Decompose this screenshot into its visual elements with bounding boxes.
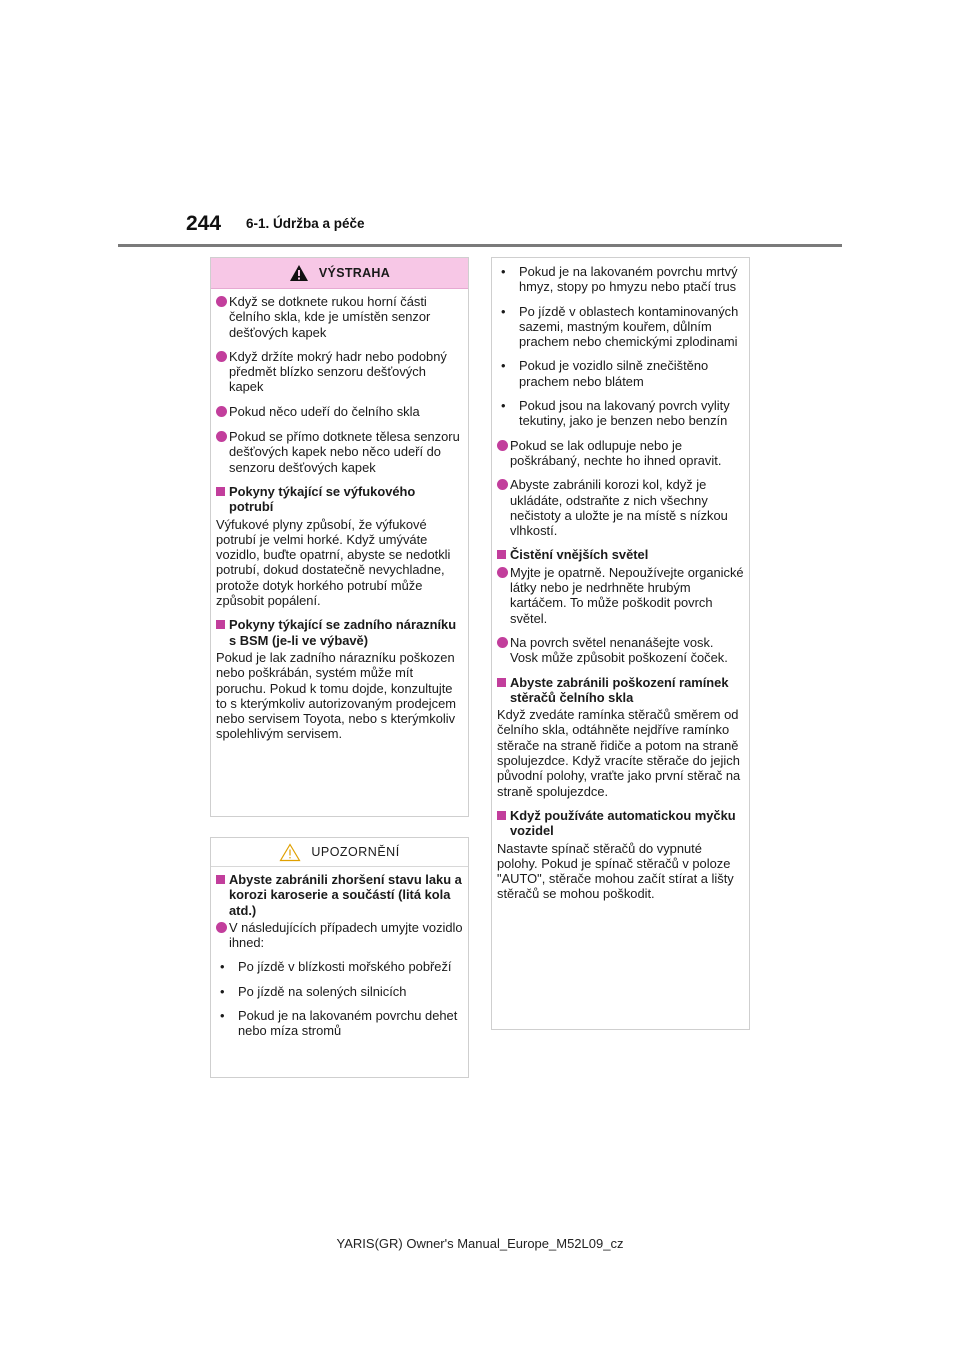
paragraph: Pokud je lak zadního nárazníku poškozen nebo poškrábán, systém může mít poruchu. Pokud k tomu dojde, konzultujte to s kterýmkoliv autorizovaným prodejcem nebo servisem Toyota, nebo s kterýmkoliv spolehlivým servisem. xyxy=(216,649,456,742)
bullet-icon: • xyxy=(501,398,506,414)
subheading-text: Pokyny týkající se zadního nárazníku s BSM (je-li ve výbavě) xyxy=(229,617,457,648)
paragraph: Nastavte spínač stěračů do vypnuté polohy. Pokud je spínač stěračů v poloze "AUTO", stěrače mohou začít stírat a lišty stěračů se mohou poškodit. xyxy=(497,840,734,902)
square-bullet-icon xyxy=(497,811,506,820)
square-bullet-icon xyxy=(216,620,225,629)
paragraph: Když zvedáte ramínka stěračů směrem od čelního skla, odtáhněte nejdříve ramínko stěrače na straně řidiče a potom na straně spolujezdce. Když vracíte stěrače do jejich původní polohy, vraťte jako první stěrač na straně spolujezdce. xyxy=(497,707,741,799)
notice-title: UPOZORNĚNÍ xyxy=(311,845,400,859)
marker xyxy=(216,294,229,340)
subheading xyxy=(497,547,744,562)
marker xyxy=(216,429,229,475)
item-text: Pokud jsou na lakovaný povrch vylity tekutiny, jako je benzen nebo benzín xyxy=(519,398,730,429)
item-text: Když se dotknete rukou horní části čelního skla, kde je umístěn senzor dešťových kapek xyxy=(229,294,431,340)
notice-header xyxy=(211,838,468,867)
item-text: Po jízdě na solených silnicích xyxy=(238,983,407,999)
circle-bullet-icon xyxy=(216,351,227,362)
list-item xyxy=(216,984,463,999)
subheading xyxy=(497,675,744,706)
square-bullet-icon xyxy=(216,487,225,496)
list-item xyxy=(216,349,463,395)
marker xyxy=(216,872,229,918)
bullet-icon: • xyxy=(220,959,225,975)
circle-bullet-icon xyxy=(497,440,508,451)
list-item xyxy=(497,304,744,350)
list-item xyxy=(497,635,744,666)
footer: YARIS(GR) Owner's Manual_Europe_M52L09_cz xyxy=(336,1236,624,1251)
bullet-icon: • xyxy=(501,303,506,319)
list-item xyxy=(497,358,744,389)
section-title: 6-1. Údržba a péče xyxy=(246,216,365,231)
list-item xyxy=(216,294,463,340)
item-text: Pokud je vozidlo silně znečištěno prachem nebo blátem xyxy=(519,358,709,389)
circle-bullet-icon xyxy=(216,296,227,307)
list-item xyxy=(497,565,744,626)
marker xyxy=(497,438,510,469)
item-text: Abyste zabránili korozi kol, když je ukládáte, odstraňte z nich všechny nečistoty a uložte je na místě s nízkou vlhkostí. xyxy=(510,477,728,539)
subheading-text: Abyste zabránili zhoršení stavu laku a korozi karoserie a součástí (litá kola atd.) xyxy=(229,872,462,918)
marker xyxy=(497,565,510,626)
bullet-icon: • xyxy=(220,1008,225,1024)
subheading-text: Abyste zabránili poškození ramínek stěračů čelního skla xyxy=(510,674,729,705)
marker xyxy=(497,635,510,666)
circle-bullet-icon xyxy=(497,567,508,578)
marker xyxy=(216,617,229,648)
warning-header xyxy=(211,258,468,289)
list-item xyxy=(216,429,463,475)
notice-box xyxy=(210,837,469,1078)
list-item xyxy=(497,438,744,469)
list-item xyxy=(216,404,463,420)
marker xyxy=(497,808,510,839)
marker xyxy=(216,484,229,515)
circle-bullet-icon xyxy=(497,479,508,490)
item-text: V následujících případech umyjte vozidlo ihned: xyxy=(229,919,463,951)
header-divider xyxy=(118,244,842,247)
square-bullet-icon xyxy=(216,875,225,884)
caution-triangle-icon xyxy=(279,843,301,862)
page-number: 244 xyxy=(186,212,222,235)
subheading xyxy=(216,484,463,515)
item-text: Pokud je na lakovaném povrchu mrtvý hmyz, stopy po hmyzu nebo ptačí trus xyxy=(519,264,738,295)
marker xyxy=(497,547,510,562)
list-item xyxy=(497,264,744,295)
subheading-text: Čistění vnějších světel xyxy=(510,547,649,563)
warning-box xyxy=(210,257,469,817)
item-text: Pokud se lak odlupuje nebo je poškrábaný, nechte ho ihned opravit. xyxy=(510,437,722,468)
item-text: Myjte je opatrně. Nepoužívejte organické látky nebo je nedrhněte hrubým kartáčem. To může poškodit povrch světel. xyxy=(510,564,744,626)
warning-body xyxy=(211,289,468,742)
subheading-text: Pokyny týkající se výfukového potrubí xyxy=(229,483,416,515)
list-item xyxy=(497,398,744,429)
marker xyxy=(216,349,229,395)
square-bullet-icon xyxy=(497,678,506,687)
notice-body xyxy=(211,867,468,1039)
circle-bullet-icon xyxy=(216,431,227,442)
list-item xyxy=(216,920,463,951)
item-text: Pokud je na lakovaném povrchu dehet nebo míza stromů xyxy=(238,1008,458,1039)
item-text: Na povrch světel nenanášejte vosk. Vosk může způsobit poškození čoček. xyxy=(510,634,728,666)
list-item xyxy=(216,1008,463,1039)
bullet-icon: • xyxy=(501,358,506,374)
marker xyxy=(216,404,229,420)
notice-continued-body xyxy=(492,258,749,902)
subheading xyxy=(497,808,744,839)
circle-bullet-icon xyxy=(216,406,227,417)
bullet-icon: • xyxy=(501,264,506,279)
bullet-icon: • xyxy=(220,983,225,999)
subheading xyxy=(216,872,463,918)
paragraph: Výfukové plyny způsobí, že výfukové potrubí je velmi horké. Když umýváte vozidlo, buďte opatrní, abyste se nedotkli potrubí, dokud dostatečně nevychladne, protože dotyk horkého potrubí může způsobit popálení. xyxy=(216,516,451,609)
subheading xyxy=(216,617,463,648)
square-bullet-icon xyxy=(497,550,506,559)
marker xyxy=(497,477,510,538)
marker xyxy=(497,675,510,706)
warning-triangle-icon xyxy=(289,264,309,282)
item-text: Po jízdě v oblastech kontaminovaných sazemi, mastným kouřem, důlním prachem nebo chemickými zplodinami xyxy=(519,303,739,350)
list-item xyxy=(497,477,744,538)
marker xyxy=(216,920,229,951)
circle-bullet-icon xyxy=(216,922,227,933)
circle-bullet-icon xyxy=(497,637,508,648)
warning-title: VÝSTRAHA xyxy=(318,266,391,280)
item-text: Po jízdě v blízkosti mořského pobřeží xyxy=(238,959,452,975)
item-text: Když držíte mokrý hadr nebo podobný předmět blízko senzoru dešťových kapek xyxy=(229,348,447,395)
item-text: Pokud se přímo dotknete tělesa senzoru dešťových kapek nebo něco udeří do senzoru dešťových kapek xyxy=(229,429,460,475)
notice-continued-box xyxy=(491,257,750,1030)
item-text: Pokud něco udeří do čelního skla xyxy=(229,403,420,419)
list-item xyxy=(216,959,463,974)
subheading-text: Když používáte automatickou myčku vozidel xyxy=(510,807,736,839)
